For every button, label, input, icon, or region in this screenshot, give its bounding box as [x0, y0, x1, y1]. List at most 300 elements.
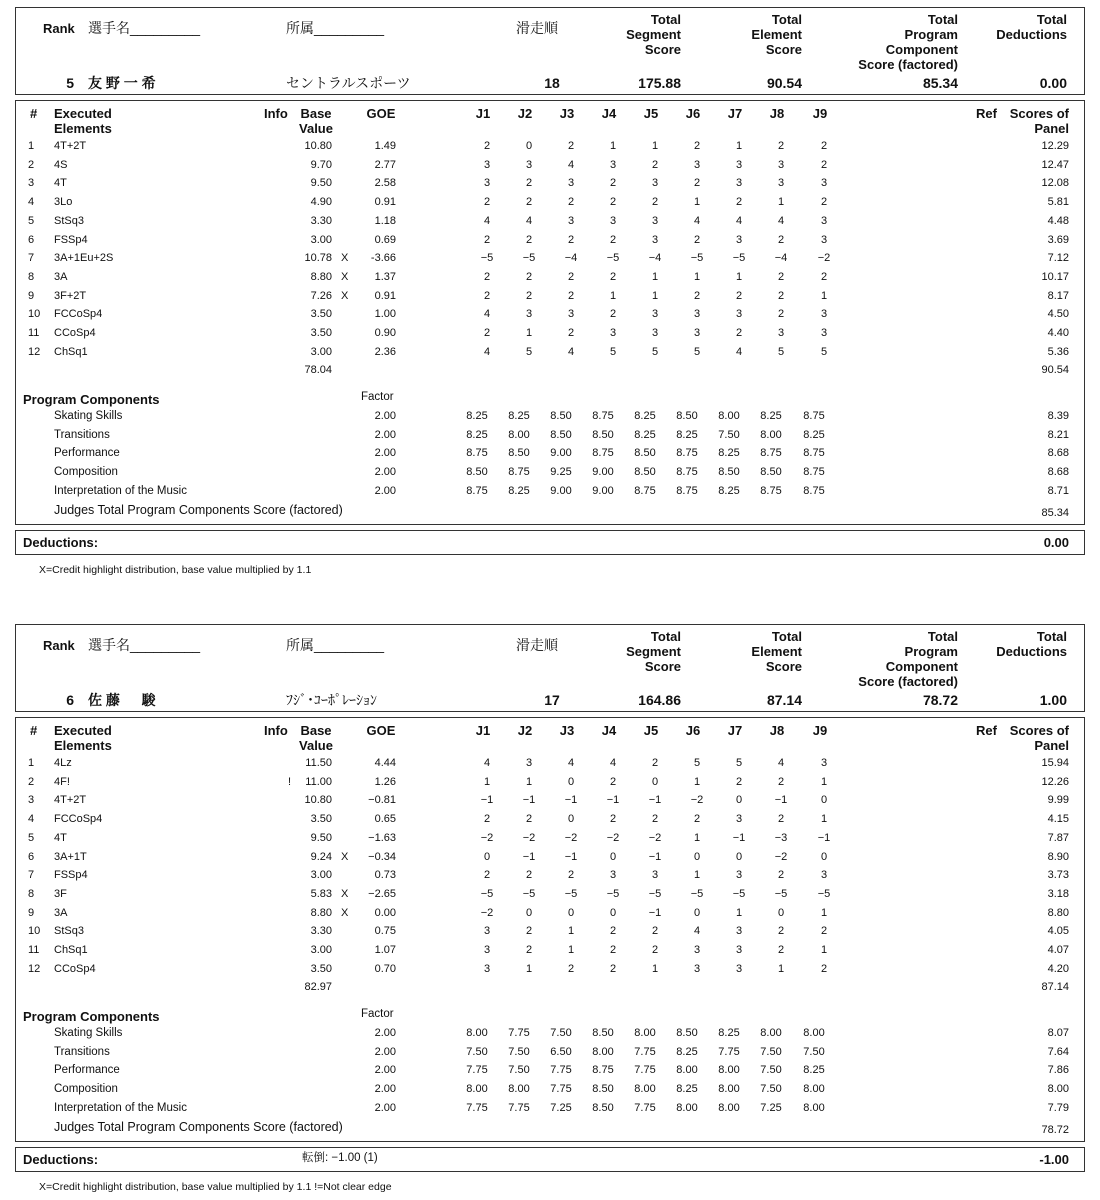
factor-header: Factor: [361, 1008, 394, 1020]
judge-goe: 2: [651, 757, 659, 769]
panel-score: 9.99: [1047, 794, 1069, 807]
element-number: 7: [28, 252, 35, 265]
judge-goe: 1: [693, 196, 701, 209]
judge-goe: 2: [567, 140, 575, 152]
goe-value: −0.34: [368, 850, 396, 863]
base-value: 10.80: [304, 140, 332, 152]
judge-goe: 2: [609, 925, 617, 938]
judge-goe: 3: [651, 177, 659, 190]
judge-goe: 2: [567, 869, 575, 882]
judge-goe: 2: [525, 813, 533, 826]
judge-goe: 4: [567, 757, 575, 769]
skater-name: 友 野 一 希: [88, 75, 156, 91]
club-header: 所属_________: [286, 20, 385, 36]
judge-goe: 3: [609, 158, 617, 171]
judge-goe: 2: [525, 270, 533, 283]
judge-mark: 9.00: [592, 484, 614, 497]
component-score: 8.00: [1047, 1083, 1069, 1096]
base-value: 3.30: [310, 925, 332, 938]
base-value: 11.50: [305, 757, 332, 769]
judge-goe: 3: [820, 757, 828, 769]
component-score: 7.86: [1047, 1064, 1069, 1077]
judge-mark: 8.75: [676, 484, 698, 497]
component-score: 7.79: [1047, 1101, 1069, 1114]
judge-mark: 8.75: [466, 484, 488, 497]
judge-goe: 2: [567, 270, 575, 283]
component-factor: 2.00: [374, 1045, 396, 1058]
judge-goe: 2: [483, 813, 491, 826]
judges-total-label: Judges Total Program Components Score (factored): [54, 1120, 343, 1134]
judge-mark: 8.75: [592, 1064, 614, 1077]
ref-header: Ref: [976, 106, 997, 121]
judge-goe: 2: [777, 813, 785, 826]
judge-mark: 8.25: [466, 410, 488, 422]
judge-goe: 4: [567, 158, 575, 171]
seg-header-line: Segment: [626, 644, 681, 659]
judge-mark: 8.25: [508, 410, 530, 422]
base-value: 11.00: [305, 775, 332, 788]
exec-header-line: Elements: [54, 121, 112, 136]
judge-mark: 8.00: [718, 410, 740, 422]
judge-header-2: J2: [517, 723, 533, 738]
judge-goe: 2: [609, 308, 617, 321]
rank-value: 5: [66, 75, 74, 91]
base-value: 10.80: [304, 794, 332, 807]
judge-header-4: J4: [601, 723, 617, 738]
club-name: ﾌｼﾞ･ｺｰﾎﾟﾚｰｼｮﾝ: [286, 692, 377, 708]
panel-score: 8.17: [1047, 289, 1069, 302]
judge-mark: 8.00: [718, 1083, 740, 1096]
goe-value: −1.63: [368, 831, 396, 844]
element-code: 4T: [54, 177, 67, 190]
element-code: 4Lz: [54, 757, 72, 769]
judge-goe: 2: [777, 925, 785, 938]
judge-goe: −1: [606, 794, 620, 807]
goe-value: 1.07: [374, 944, 396, 956]
judge-goe: 5: [735, 757, 743, 769]
judge-header-5: J5: [643, 106, 659, 121]
judge-goe: 2: [820, 962, 828, 975]
judge-goe: 4: [609, 757, 617, 769]
component-score: 85.34: [922, 75, 958, 91]
judge-mark: 8.00: [760, 428, 782, 441]
rank-value: 6: [66, 692, 74, 708]
judge-goe: −4: [564, 252, 578, 265]
rank-header: Rank: [43, 21, 75, 36]
judge-goe: 2: [609, 813, 617, 826]
element-code: 4T+2T: [54, 794, 87, 807]
judge-goe: −5: [774, 887, 788, 900]
base-value: 9.50: [310, 177, 332, 190]
judge-mark: 7.75: [550, 1083, 572, 1096]
judge-mark: 8.25: [803, 1064, 825, 1077]
judge-mark: 7.75: [718, 1045, 740, 1058]
segment-score: 175.88: [638, 75, 681, 91]
judge-mark: 8.25: [634, 428, 656, 441]
pcs-header-line: Score (factored): [858, 674, 958, 689]
panel-header-line: Scores of: [1009, 106, 1069, 121]
judge-mark: 8.50: [676, 410, 698, 422]
judge-goe: −5: [480, 887, 494, 900]
judge-goe: 2: [651, 925, 659, 938]
judge-goe: 2: [735, 196, 743, 209]
judge-mark: 7.50: [718, 428, 740, 441]
element-number: 9: [28, 289, 35, 302]
judge-goe: 4: [693, 214, 701, 227]
judge-goe: 4: [483, 308, 491, 321]
component-factor: 2.00: [374, 447, 396, 460]
ded-header-line: Deductions: [996, 27, 1067, 42]
element-total: 87.14: [1041, 981, 1069, 994]
judge-goe: −2: [480, 906, 494, 919]
judge-goe: 1: [525, 962, 533, 975]
judge-goe: 3: [567, 214, 575, 227]
judge-goe: 1: [735, 906, 743, 919]
judge-goe: 2: [651, 158, 659, 171]
judge-goe: −2: [648, 831, 662, 844]
judge-goe: 1: [693, 775, 701, 788]
goe-header: GOE: [366, 723, 396, 738]
goe-value: 1.26: [374, 775, 396, 788]
judge-goe: 0: [735, 794, 743, 807]
component-name: Performance: [54, 447, 120, 460]
judge-goe: 2: [483, 327, 491, 339]
judge-goe: 4: [735, 214, 743, 227]
judge-header-1: J1: [475, 723, 491, 738]
judge-goe: 2: [777, 308, 785, 321]
judge-goe: 2: [483, 289, 491, 302]
judge-goe: 1: [609, 289, 617, 302]
judge-mark: 8.50: [466, 466, 488, 479]
judge-goe: 1: [609, 140, 617, 152]
club-name: セントラルスポーツ: [286, 75, 411, 91]
base-value: 5.83: [310, 887, 332, 900]
judge-goe: 2: [567, 233, 575, 246]
seg-header-line: Total: [650, 12, 681, 27]
judge-goe: 3: [820, 177, 828, 190]
judge-goe: 5: [609, 345, 617, 358]
component-score: 8.71: [1047, 484, 1069, 497]
base-value: 3.00: [310, 869, 332, 882]
base-value-total: 78.04: [304, 364, 332, 377]
judge-goe: −1: [648, 794, 662, 807]
component-factor: 2.00: [374, 1027, 396, 1039]
ded-header-line: Deductions: [996, 644, 1067, 659]
judge-goe: 0: [525, 906, 533, 919]
panel-score: 4.07: [1047, 944, 1069, 956]
base-value: 4.90: [310, 196, 332, 209]
element-number: 5: [28, 831, 35, 844]
element-code: FSSp4: [54, 869, 88, 882]
judge-goe: 3: [693, 944, 701, 956]
panel-score: 5.81: [1047, 196, 1069, 209]
name-header: 選手名_________: [88, 637, 201, 653]
goe-value: 2.77: [374, 158, 396, 171]
panel-score: 7.87: [1047, 831, 1069, 844]
judge-goe: 1: [651, 962, 659, 975]
element-number: 11: [28, 944, 40, 956]
judge-goe: 1: [735, 140, 743, 152]
judge-goe: 2: [777, 775, 785, 788]
judge-goe: 4: [483, 345, 491, 358]
goe-value: −0.81: [368, 794, 396, 807]
judge-goe: −4: [774, 252, 788, 265]
tes-header-line: Score: [765, 659, 802, 674]
seg-header-line: Score: [644, 659, 681, 674]
judge-goe: 3: [735, 869, 743, 882]
deductions-label: Deductions:: [23, 535, 99, 550]
pcs-header-line: Score (factored): [858, 57, 958, 72]
element-number: 3: [28, 794, 35, 807]
judge-mark: 8.75: [592, 447, 614, 460]
element-score: 87.14: [766, 692, 802, 708]
info-flag: !: [288, 775, 292, 788]
pcs-header-line: Component: [885, 659, 958, 674]
components-title: Program Components: [23, 392, 160, 407]
element-code: FSSp4: [54, 233, 88, 246]
num-header: #: [30, 106, 38, 121]
base-value: 3.00: [310, 233, 332, 246]
component-name: Transitions: [54, 428, 110, 441]
judge-goe: −5: [480, 252, 494, 265]
goe-value: -3.66: [370, 252, 396, 265]
judge-goe: 0: [567, 906, 575, 919]
judge-mark: 8.25: [718, 1027, 740, 1039]
judge-goe: 3: [777, 177, 785, 190]
judge-mark: 8.50: [550, 428, 572, 441]
judge-goe: 0: [777, 906, 785, 919]
judge-goe: 1: [651, 270, 659, 283]
judge-goe: −5: [606, 252, 620, 265]
judge-goe: 2: [820, 925, 828, 938]
judge-goe: −2: [564, 831, 578, 844]
judge-header-7: J7: [727, 106, 743, 121]
base-value-total: 82.97: [304, 981, 332, 994]
judge-goe: 3: [651, 214, 659, 227]
judge-mark: 8.00: [466, 1083, 488, 1096]
judge-goe: 2: [525, 196, 533, 209]
judge-mark: 8.25: [718, 484, 740, 497]
panel-score: 12.29: [1041, 140, 1069, 152]
judge-mark: 8.50: [508, 447, 530, 460]
total-deductions: 1.00: [1039, 692, 1067, 708]
judge-goe: 2: [777, 944, 785, 956]
judge-goe: 3: [651, 308, 659, 321]
deductions-total: -1.00: [1039, 1152, 1069, 1167]
judge-mark: 8.00: [803, 1083, 825, 1096]
tes-header-line: Element: [751, 27, 802, 42]
component-score: 8.68: [1047, 466, 1069, 479]
element-code: 4F!: [54, 775, 70, 788]
goe-value: 0.00: [374, 906, 396, 919]
footnote: X=Credit highlight distribution, base value multiplied by 1.1 !=Not clear edge: [39, 1181, 392, 1193]
panel-score: 10.17: [1041, 270, 1069, 283]
segment-score: 164.86: [638, 692, 681, 708]
seg-header-line: Total: [650, 629, 681, 644]
panel-header-line: Scores of: [1009, 723, 1069, 738]
panel-score: 4.05: [1047, 925, 1069, 938]
goe-value: 0.75: [374, 925, 396, 938]
judge-goe: 2: [483, 233, 491, 246]
element-code: 3A+1Eu+2S: [54, 252, 114, 265]
panel-score: 12.08: [1041, 177, 1069, 190]
judge-goe: 3: [525, 757, 533, 769]
judge-goe: 3: [820, 214, 828, 227]
num-header: #: [30, 723, 38, 738]
info-header: Info: [264, 106, 288, 121]
panel-score: 7.12: [1047, 252, 1069, 265]
judge-goe: 2: [820, 140, 828, 152]
pcs-header-line: Component: [885, 42, 958, 57]
judge-goe: 1: [735, 270, 743, 283]
judge-goe: 0: [820, 794, 828, 807]
judge-mark: 9.00: [592, 466, 614, 479]
goe-value: 4.44: [374, 757, 396, 769]
judge-goe: 4: [735, 345, 743, 358]
goe-value: 1.00: [374, 308, 396, 321]
judge-mark: 8.75: [676, 447, 698, 460]
judge-mark: 7.50: [466, 1045, 488, 1058]
judge-goe: 4: [525, 214, 533, 227]
judge-mark: 7.50: [760, 1083, 782, 1096]
info-header: Info: [264, 723, 288, 738]
judge-goe: 0: [525, 140, 533, 152]
judge-mark: 8.75: [508, 466, 530, 479]
element-code: 3A+1T: [54, 850, 87, 863]
goe-value: 1.18: [374, 214, 396, 227]
judge-mark: 8.50: [592, 428, 614, 441]
base-value: 3.30: [310, 214, 332, 227]
component-factor: 2.00: [374, 466, 396, 479]
judge-goe: 0: [567, 775, 575, 788]
element-number: 10: [28, 925, 41, 938]
judge-goe: 3: [483, 158, 491, 171]
element-score: 90.54: [766, 75, 802, 91]
goe-value: 0.73: [374, 869, 396, 882]
bonus-x: X: [341, 906, 349, 919]
component-factor: 2.00: [374, 428, 396, 441]
judge-goe: 3: [651, 233, 659, 246]
judge-goe: 2: [609, 944, 617, 956]
judge-goe: 2: [483, 270, 491, 283]
element-code: 4T: [54, 831, 67, 844]
judge-goe: −1: [522, 794, 536, 807]
judge-mark: 8.50: [718, 466, 740, 479]
judge-goe: 1: [567, 944, 575, 956]
judge-goe: −2: [690, 794, 704, 807]
judge-mark: 8.00: [718, 1101, 740, 1114]
goe-value: −2.65: [368, 887, 396, 900]
component-name: Transitions: [54, 1045, 110, 1058]
judge-mark: 8.25: [508, 484, 530, 497]
judge-goe: 2: [525, 233, 533, 246]
judge-goe: 1: [820, 775, 828, 788]
judge-goe: 1: [693, 831, 701, 844]
judge-mark: 7.50: [760, 1064, 782, 1077]
rank-header: Rank: [43, 638, 75, 653]
element-code: 4T+2T: [54, 140, 87, 152]
element-number: 6: [28, 233, 35, 246]
judge-mark: 9.00: [550, 484, 572, 497]
judge-mark: 8.50: [676, 1027, 698, 1039]
goe-value: 2.36: [374, 345, 396, 358]
judge-goe: 2: [820, 270, 828, 283]
element-code: CCoSp4: [54, 962, 96, 975]
judge-mark: 9.00: [550, 447, 572, 460]
judge-goe: 4: [483, 214, 491, 227]
judge-header-9: J9: [812, 106, 828, 121]
judge-goe: 2: [651, 813, 659, 826]
goe-value: 1.37: [374, 270, 396, 283]
judge-goe: 5: [525, 345, 533, 358]
component-score: 8.21: [1047, 428, 1069, 441]
base-value: 3.00: [310, 944, 332, 956]
base-value: 10.78: [304, 252, 332, 265]
base-value: 9.24: [310, 850, 332, 863]
judge-mark: 7.50: [508, 1064, 530, 1077]
judge-goe: 0: [693, 906, 701, 919]
judge-mark: 8.00: [718, 1064, 740, 1077]
skater-name: 佐 藤 駿: [88, 692, 156, 708]
judge-goe: 2: [525, 289, 533, 302]
judge-goe: 2: [567, 962, 575, 975]
tes-header-line: Total: [771, 12, 802, 27]
judge-goe: 2: [609, 962, 617, 975]
judge-mark: 9.25: [550, 466, 572, 479]
judge-goe: 2: [483, 196, 491, 209]
judge-mark: 7.50: [760, 1045, 782, 1058]
judge-goe: 2: [777, 270, 785, 283]
pcs-header-line: Total: [927, 12, 958, 27]
element-number: 8: [28, 887, 35, 900]
bonus-x: X: [341, 850, 349, 863]
judge-goe: 4: [693, 925, 701, 938]
bonus-x: X: [341, 289, 349, 302]
element-number: 2: [28, 158, 35, 171]
judge-goe: −3: [774, 831, 788, 844]
judge-goe: 3: [525, 308, 533, 321]
judge-goe: 3: [609, 214, 617, 227]
judge-header-2: J2: [517, 106, 533, 121]
bonus-x: X: [341, 252, 349, 265]
exec-header-line: Executed: [54, 106, 112, 121]
judge-mark: 7.25: [550, 1101, 572, 1114]
judge-goe: 3: [693, 962, 701, 975]
judge-header-6: J6: [685, 723, 701, 738]
judge-mark: 7.75: [634, 1064, 656, 1077]
judge-mark: 8.25: [718, 447, 740, 460]
base-value: 8.80: [310, 270, 332, 283]
judge-goe: 2: [693, 177, 701, 190]
judge-goe: 1: [567, 925, 575, 938]
judge-mark: 8.00: [676, 1064, 698, 1077]
judge-goe: 1: [651, 140, 659, 152]
judge-goe: 3: [693, 327, 701, 339]
judge-goe: 3: [483, 177, 491, 190]
judge-mark: 7.75: [634, 1045, 656, 1058]
judge-goe: 2: [609, 270, 617, 283]
judge-goe: 5: [693, 345, 701, 358]
judge-goe: 2: [735, 327, 743, 339]
base-value: 3.50: [310, 327, 332, 339]
judge-goe: 1: [820, 813, 828, 826]
bonus-x: X: [341, 887, 349, 900]
deduction-detail: 転倒: −1.00 (1): [302, 1152, 378, 1164]
judge-goe: 1: [483, 775, 491, 788]
base-value: 7.26: [310, 289, 332, 302]
judge-goe: 2: [567, 196, 575, 209]
component-name: Composition: [54, 1083, 118, 1096]
